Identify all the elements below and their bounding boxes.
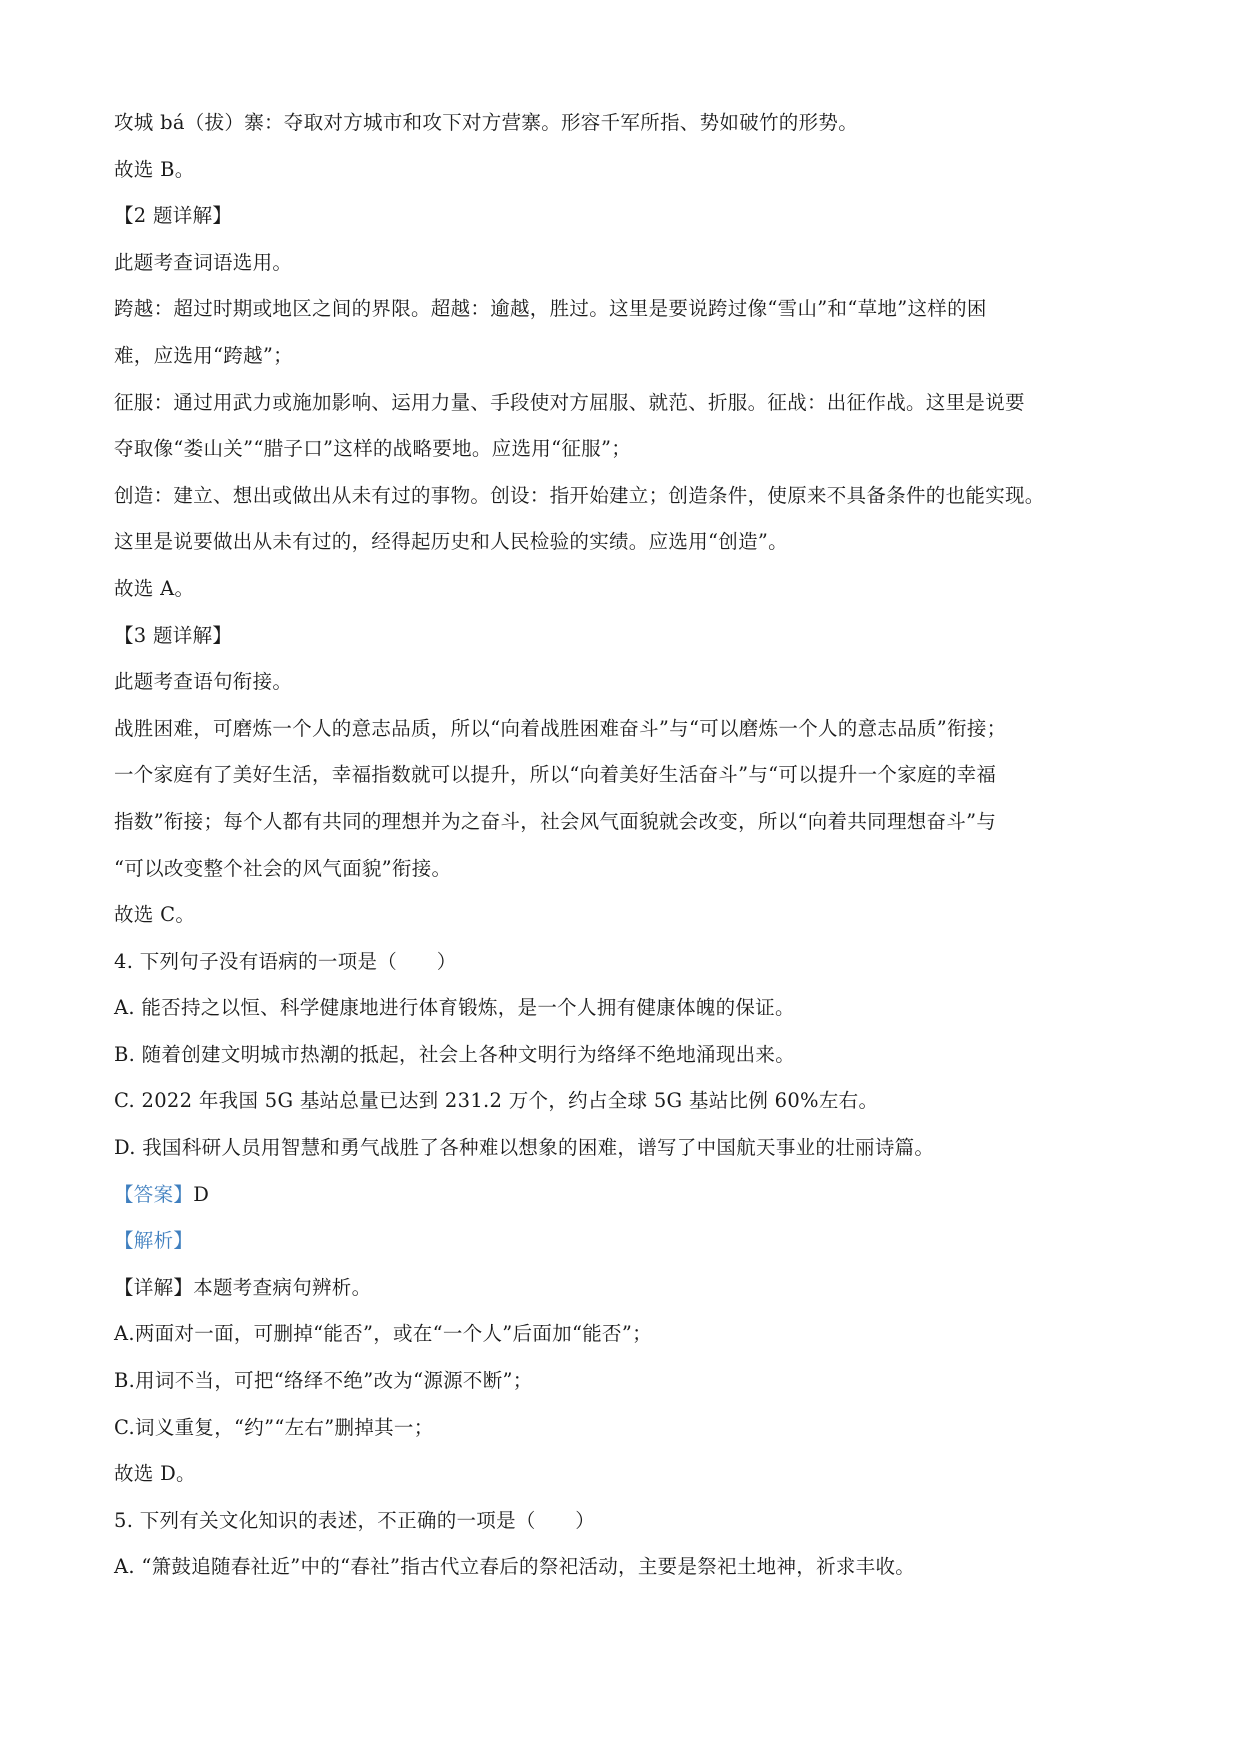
text-line: 夺取像“娄山关”“腊子口”这样的战略要地。应选用“征服”； [114, 437, 632, 461]
text-line: 指数”衔接；每个人都有共同的理想并为之奋斗，社会风气面貌就会改变，所以“向着共同理想奋斗”与 [114, 809, 997, 833]
text-line: 此题考查词语选用。 [114, 250, 293, 274]
text-line: 此题考查语句衔接。 [114, 670, 293, 694]
text-line: 攻城 bá（拔）寨：夺取对方城市和攻下对方营寨。形容千军所指、势如破竹的形势。 [114, 111, 859, 134]
option-d: D. 我国科研人员用智慧和勇气战胜了各种难以想象的困难，谱写了中国航天事业的壮丽诗篇。 [114, 1136, 935, 1160]
document-body [114, 100, 1124, 1591]
text-line: 跨越：超过时期或地区之间的界限。超越：逾越，胜过。这里是要说跨过像“雪山”和“草地”这样的困 [114, 297, 987, 321]
text-line: 这里是说要做出从未有过的，经得起历史和人民检验的实绩。应选用“创造”。 [114, 530, 788, 554]
text-line: 一个家庭有了美好生活，幸福指数就可以提升，所以“向着美好生活奋斗”与“可以提升一个家庭的幸福 [114, 763, 997, 787]
text-line: 故选 A。 [114, 576, 195, 600]
option-c: C. 2022 年我国 5G 基站总量已达到 231.2 万个，约占全球 5G 基站比例 60%左右。 [114, 1089, 879, 1113]
text-line: 创造：建立、想出或做出从未有过的事物。创设：指开始建立；创造条件，使原来不具备条件的也能实现。 [114, 483, 1045, 507]
text-line: B.用词不当，可把“络绎不绝”改为“源源不断”； [114, 1369, 533, 1393]
section-heading: 【3 题详解】 [114, 623, 233, 647]
text-line: 故选 D。 [114, 1462, 196, 1486]
option-a: A. 能否持之以恒、科学健康地进行体育锻炼，是一个人拥有健康体魄的保证。 [114, 996, 795, 1020]
analysis-label: 【解析】 [114, 1229, 194, 1253]
answer-label: 【答案】 [114, 1182, 194, 1206]
question-title: 5. 下列有关文化知识的表述，不正确的一项是（ ） [114, 1508, 596, 1532]
question-title: 4. 下列句子没有语病的一项是（ ） [114, 949, 457, 973]
text-line: “可以改变整个社会的风气面貌”衔接。 [114, 856, 452, 880]
text-line: 故选 B。 [114, 157, 195, 181]
answer-line [114, 1172, 1124, 1219]
text-line: 难，应选用“跨越”； [114, 343, 293, 367]
text-line: 【详解】本题考查病句辨析。 [114, 1275, 372, 1299]
text-line: C.词义重复，“约”“左右”删掉其一； [114, 1415, 434, 1439]
option-a: A. “箫鼓追随春社近”中的“春社”指古代立春后的祭祀活动，主要是祭祀土地神，祈求丰收。 [114, 1555, 916, 1579]
text-line: 战胜困难，可磨炼一个人的意志品质，所以“向着战胜困难奋斗”与“可以磨炼一个人的意志品质”衔接； [114, 716, 1007, 740]
section-heading: 【2 题详解】 [114, 204, 233, 228]
option-b: B. 随着创建文明城市热潮的抵起，社会上各种文明行为络绎不绝地涌现出来。 [114, 1042, 796, 1066]
text-line: 故选 C。 [114, 903, 196, 927]
answer-value: D [193, 1182, 210, 1206]
text-line: A.两面对一面，可删掉“能否”，或在“一个人”后面加“能否”； [114, 1322, 652, 1346]
text-line: 征服：通过用武力或施加影响、运用力量、手段使对方屈服、就范、折服。征战：出征作战。这里是说要 [114, 390, 1025, 414]
